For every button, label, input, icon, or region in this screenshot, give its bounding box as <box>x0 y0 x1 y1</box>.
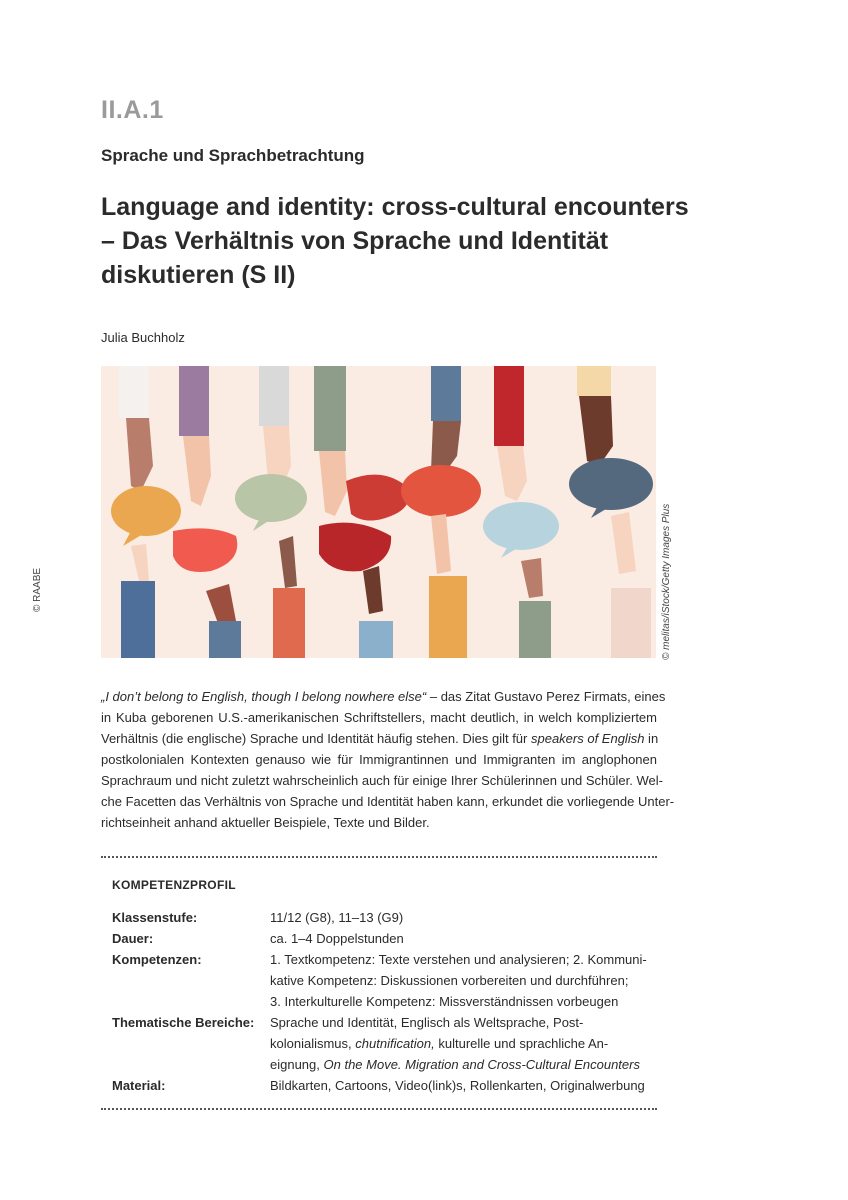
themen-text: eignung, <box>270 1057 324 1072</box>
intro-line-4: postkolonialen Kontexten genauso wie für Immigrantinnen und Immigranten im anglophonen <box>101 752 657 767</box>
divider-bottom <box>101 1108 657 1110</box>
label-klassenstufe: Klassenstufe: <box>112 910 198 925</box>
label-dauer: Dauer: <box>112 931 154 946</box>
label-material: Material: <box>112 1078 166 1093</box>
value-dauer: ca. 1–4 Doppelstunden <box>270 931 404 946</box>
value-themen-line-3 <box>270 1057 640 1072</box>
value-kompetenzen-line-3: 3. Interkulturelle Kompetenz: Missverständnissen vorbeugen <box>270 994 619 1009</box>
subject-heading: Sprache und Sprachbetrachtung <box>101 146 365 165</box>
intro-text: Verhältnis (die englische) Sprache und Identität häufig stehen. Dies gilt für <box>101 731 531 746</box>
intro-text: – das Zitat Gustavo Perez Firmats, eines <box>426 689 666 704</box>
publisher-copyright: © RAABE <box>32 567 43 612</box>
themen-emphasis: chutnification, <box>355 1036 435 1051</box>
section-code: II.A.1 <box>101 96 164 124</box>
value-klassenstufe: 11/12 (G8), 11–13 (G9) <box>270 910 404 925</box>
profile-heading: KOMPETENZPROFIL <box>112 878 236 892</box>
author: Julia Buchholz <box>101 330 185 345</box>
title-line-1: Language and identity: cross-cultural encounters <box>101 193 689 221</box>
value-kompetenzen-line-2: kative Kompetenz: Diskussionen vorbereiten und durchführen; <box>270 973 629 988</box>
intro-paragraph <box>101 686 675 833</box>
hero-illustration <box>101 366 656 658</box>
intro-line-3 <box>101 728 657 749</box>
intro-line-1 <box>101 686 666 707</box>
page-title <box>101 190 689 292</box>
intro-line-2: in Kuba geborenen U.S.-amerikanischen Schriftstellers, macht deutlich, in welch kompliziertem <box>101 710 657 725</box>
themen-text: kolonialismus, <box>270 1036 356 1051</box>
divider-top <box>101 856 657 858</box>
intro-line-7: richtseinheit anhand aktueller Beispiele, Texte und Bilder. <box>101 815 430 830</box>
label-thematische-bereiche: Thematische Bereiche: <box>112 1015 255 1030</box>
value-material: Bildkarten, Cartoons, Video(link)s, Rollenkarten, Originalwerbung <box>270 1078 645 1093</box>
intro-quote: „I don’t belong to English, though I belong nowhere else“ <box>101 689 427 704</box>
value-kompetenzen-line-1: 1. Textkompetenz: Texte verstehen und analysieren; 2. Kommuni- <box>270 952 647 967</box>
intro-emphasis: speakers of English <box>530 731 645 746</box>
intro-text: in <box>644 731 659 746</box>
value-themen-line-2 <box>270 1036 608 1051</box>
label-kompetenzen: Kompetenzen: <box>112 952 202 967</box>
intro-line-6: che Facetten das Verhältnis von Sprache und Identität haben kann, erkundet die vorliegende Unter- <box>101 794 675 809</box>
title-line-2: – Das Verhältnis von Sprache und Identität <box>101 227 609 255</box>
speech-bubbles-illustration <box>101 366 656 658</box>
intro-line-5: Sprachraum und nicht zuletzt wahrscheinlich auch für einige Ihrer Schülerinnen und Schüler. Wel- <box>101 773 663 788</box>
image-credit: © melitas/iStock/Getty Images Plus <box>661 503 672 660</box>
themen-text: kulturelle und sprachliche An- <box>434 1036 609 1051</box>
value-themen-line-1: Sprache und Identität, Englisch als Weltsprache, Post- <box>270 1015 584 1030</box>
themen-emphasis: On the Move. Migration and Cross-Cultural Encounters <box>323 1057 640 1072</box>
title-line-3: diskutieren (S II) <box>101 261 296 289</box>
